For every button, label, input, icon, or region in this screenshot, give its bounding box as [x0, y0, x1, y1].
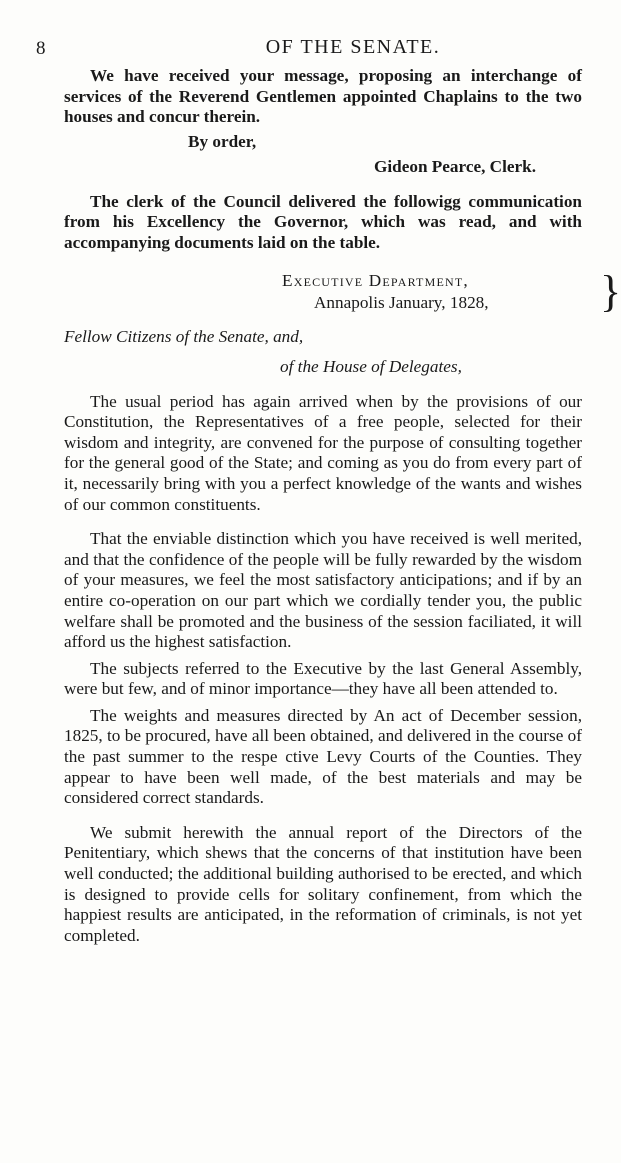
- executive-department-heading: [64, 266, 621, 316]
- body-paragraph-1: The usual period has again arrived when by the provisions of our Constitution, the Representatives of a free people, selected for their wisdom and integrity, are convened for the purpose of consulting together for the general good of the State; and coming as you do from every part of it, necessarily bring with you a perfect knowledge of the wants and wishes of our common constituents.: [64, 391, 582, 514]
- salutation-delegates: of the House of Delegates,: [280, 356, 462, 376]
- clerk-signature: Gideon Pearce, Clerk.: [374, 156, 536, 176]
- brace-mark: }: [600, 266, 621, 316]
- body-paragraph-2: That the enviable distinction which you have received is well merited, and that the confidence of the people will be fully rewarded by the wisdom of your measures, we feel the most satisfactory anticipations; and if by an entire co-operation on our part which we cordially tender you, the public welfare shall be promoted and the business of the session faciliated, it will afford us the highest satisfaction.: [64, 529, 582, 652]
- council-communication-paragraph: The clerk of the Council delivered the followigg communication from his Excellency the Governor, which was read, and with accompanying documents laid on the table.: [64, 191, 582, 252]
- page-header: [36, 34, 582, 64]
- page-number: 8: [36, 38, 46, 59]
- running-title: OF THE SENATE.: [265, 36, 441, 58]
- body-paragraph-3: The subjects referred to the Executive by the last General Assembly, were but few, and of minor importance—they have all been attended to.: [64, 658, 582, 699]
- by-order-line: By order,: [188, 131, 257, 151]
- executive-department-date: Annapolis January, 1828,: [314, 292, 489, 312]
- body-paragraph-5: We submit herewith the annual report of the Directors of the Penitentiary, which shews that the concerns of that institution have been well conducted; the additional building authorised to be erected, and which is designed to provide cells for solitary confinement, from which the happiest results are anticipated, in the reformation of criminals, is not yet completed.: [64, 822, 582, 945]
- body-paragraph-4: The weights and measures directed by An act of December session, 1825, to be procured, have all been obtained, and delivered in the course of the past summer to the respe ctive Levy Courts of the Counties. They appear to have been well made, of the best materials and may be considered correct standards.: [64, 705, 582, 808]
- salutation-senate: Fellow Citizens of the Senate, and,: [64, 326, 304, 346]
- senate-message-paragraph: We have received your message, proposing an interchange of services of the Reverend Gentlemen appointed Chaplains to the two houses and concur therein.: [64, 66, 582, 127]
- executive-department-title: Executive Department,: [282, 270, 469, 290]
